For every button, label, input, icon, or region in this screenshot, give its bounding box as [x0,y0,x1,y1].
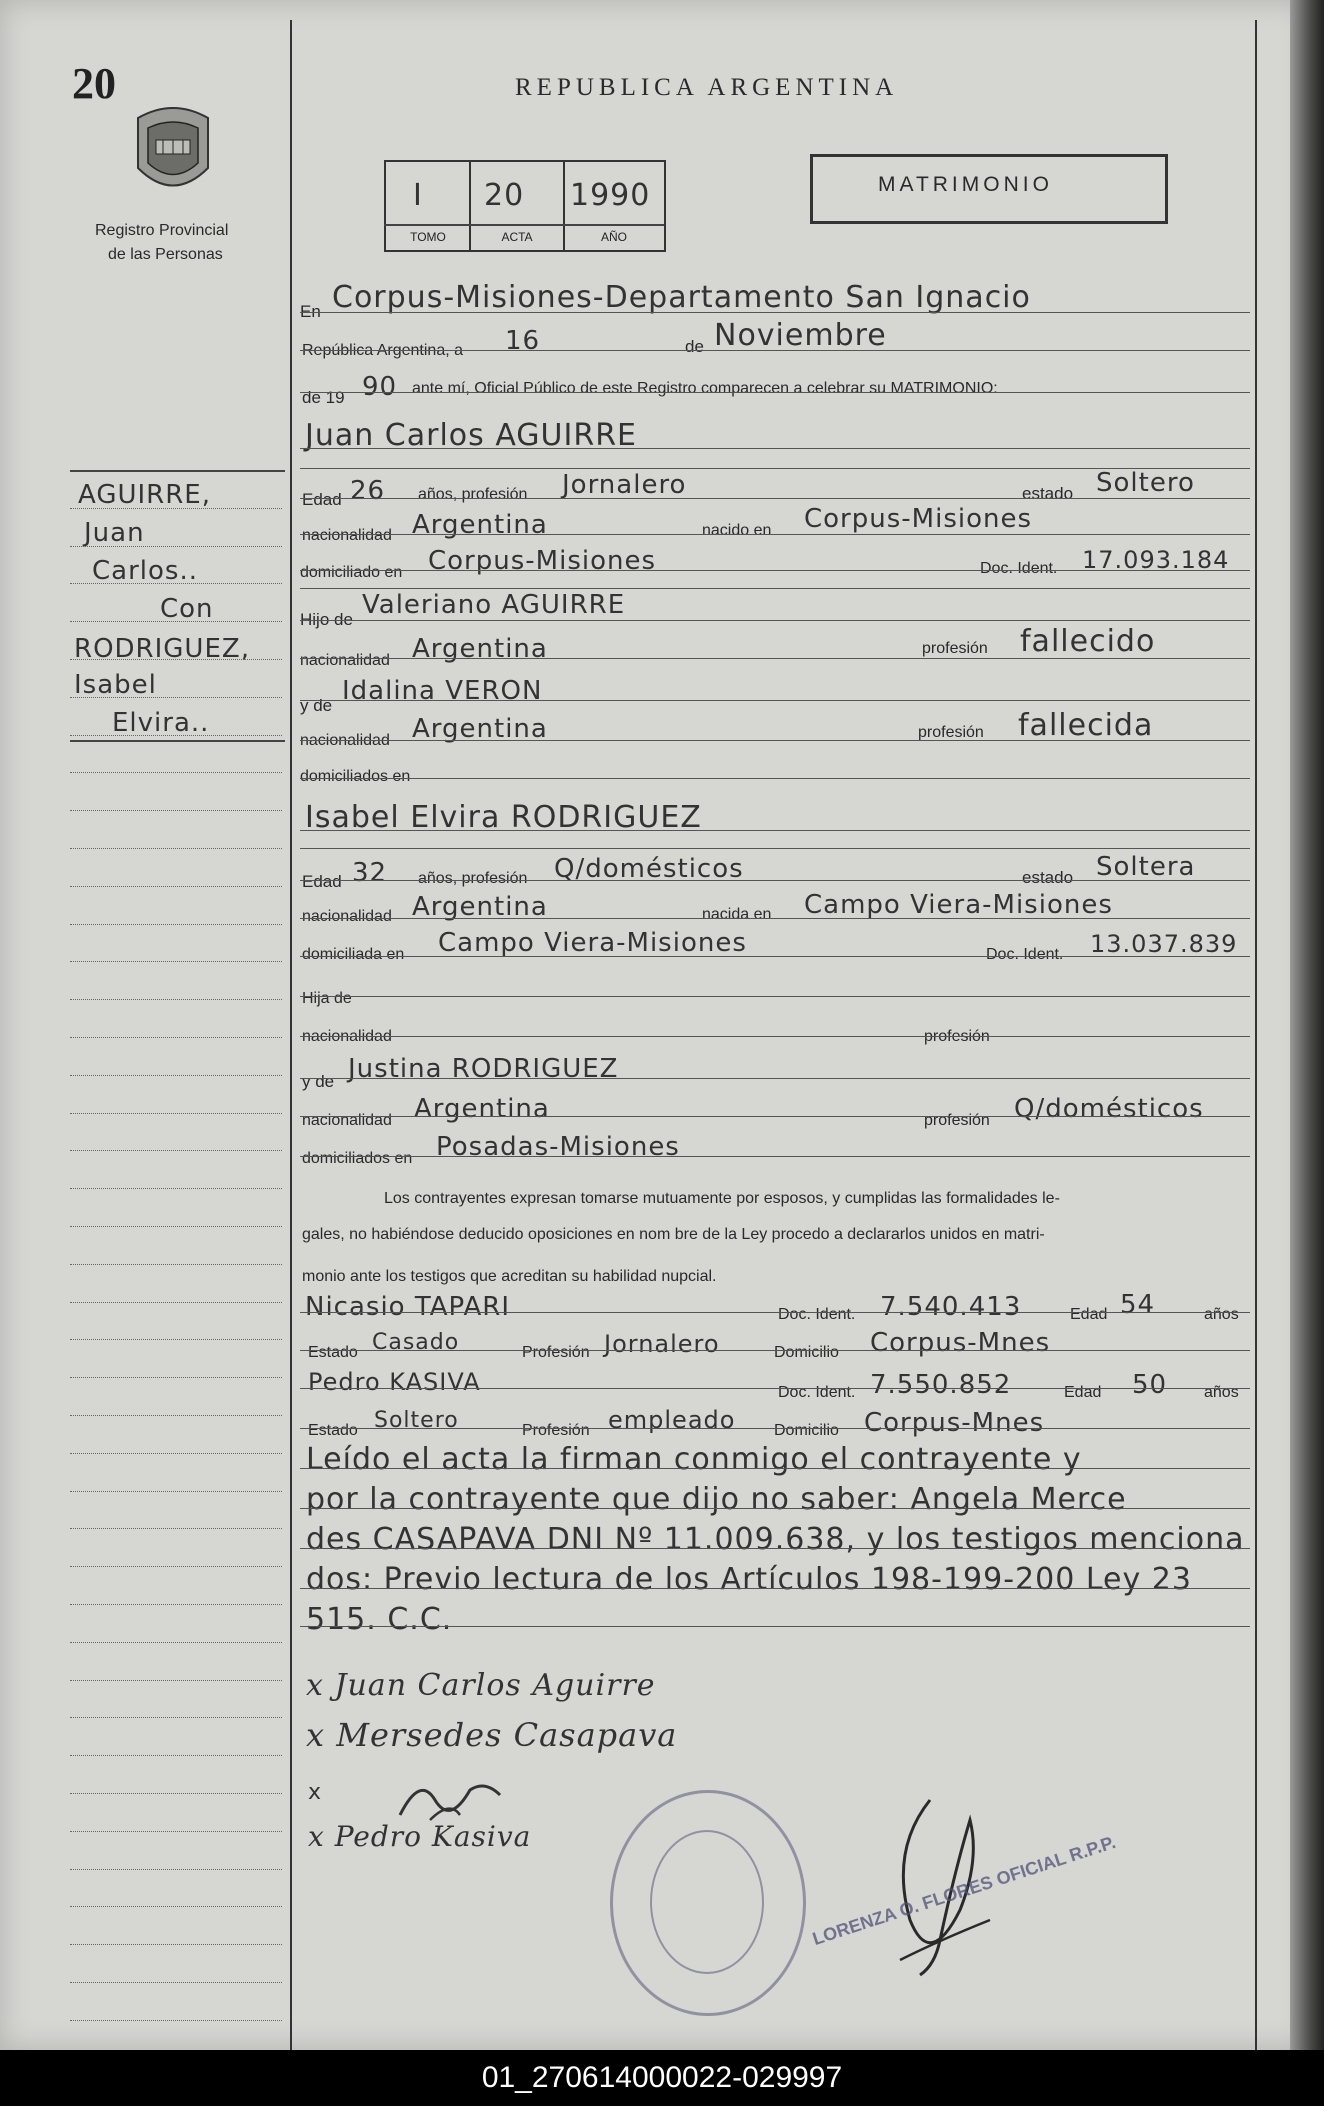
groom-mother-prof-value: fallecida [1018,708,1154,743]
form-ruled-line [300,468,1250,469]
groom-dom-label: domiciliado en [300,564,403,581]
witness1-estado-label: Estado [308,1344,358,1361]
bride-estado-value: Soltera [1096,852,1196,882]
intro-text: ante mí, Oficial Público de este Registro comparecen a celebrar su MATRIMONIO: [412,380,998,397]
margin-ruled-line [70,697,282,698]
footer-id: 01_270614000022-029997 [0,2050,1324,2106]
groom-father-nac-value: Argentina [412,634,548,664]
margin-ruled-line [70,1037,282,1038]
groom-edad-value: 26 [350,476,386,506]
bride-hija-label: Hija de [302,990,352,1007]
groom-doc-label: Doc. Ident. [980,560,1058,577]
bride-mother-nac-value: Argentina [414,1094,550,1124]
margin-note-line-5: RODRIGUEZ, [74,634,250,664]
margin-ruled-line [70,1264,282,1265]
groom-profesion-value: Jornalero [562,470,687,500]
margin-ruled-line [70,508,282,509]
bride-edad-label: Edad [302,872,342,891]
bride-name: Isabel Elvira RODRIGUEZ [305,800,702,835]
margin-ruled-line [70,1982,282,1983]
groom-nacido-label: nacido en [702,522,772,539]
witness2-prof-label: Profesión [522,1422,590,1439]
margin-ruled-line [70,848,282,849]
margin-ruled-line [70,621,282,622]
margin-note-line-4: Con [160,594,214,624]
witness1-edad-label: Edad [1070,1306,1108,1323]
groom-dom-value: Corpus-Misiones [428,546,657,576]
form-ruled-line [300,1468,1250,1469]
ano-value: 1990 [570,178,651,213]
margin-ruled-line [70,1717,282,1718]
form-ruled-line [300,880,1250,881]
page-number: 20 [72,59,116,108]
form-ruled-line [300,658,1250,659]
groom-mother-prof-label: profesión [918,724,984,741]
left-column-divider [290,20,292,2050]
groom-father-nac-label: nacionalidad [300,652,390,669]
margin-ruled-line [70,999,282,1000]
witness2-anos-label: años [1204,1384,1239,1401]
witness2-prof-value: empleado [608,1406,736,1434]
groom-parents-dom-label: domiciliados en [300,768,411,785]
margin-ruled-line [70,1528,282,1529]
declaration-line-1: Los contrayentes expresan tomarse mutuamente por esposos, y cumplidas las formalidades le- [384,1190,1060,1207]
groom-nacido-value: Corpus-Misiones [804,504,1033,534]
witness1-dom-value: Corpus-Mnes [870,1328,1051,1358]
witness1-doc-value: 7.540.413 [880,1292,1022,1322]
margin-ruled-line [70,1302,282,1303]
form-ruled-line [300,1428,1250,1429]
witness1-prof-value: Jornalero [604,1330,720,1358]
margin-ruled-line [70,1075,282,1076]
witness2-edad-value: 50 [1132,1370,1168,1400]
form-ruled-line [300,956,1250,957]
bride-mother-prof-label: profesión [924,1112,990,1129]
bride-doc-label: Doc. Ident. [986,946,1064,963]
bride-father-nac-label: nacionalidad [302,1028,392,1045]
signature-bride-proxy: x Mersedes Casapava [306,1716,678,1754]
ano-label: AÑO [600,230,627,244]
margin-ruled-line [70,1491,282,1492]
margin-ruled-line [70,1755,282,1756]
registry-line2: de las Personas [108,246,223,263]
margin-ruled-line [70,1226,282,1227]
margin-ruled-line [70,961,282,962]
groom-mother-nac-value: Argentina [412,714,548,744]
margin-note-line-2: Juan [84,518,145,548]
witness1-prof-label: Profesión [522,1344,590,1361]
witness2-dom-label: Domicilio [774,1422,839,1439]
groom-mother-label: y de [300,696,333,715]
acta-label: ACTA [501,230,533,244]
margin-ruled-line [70,772,282,773]
margin-note-line-6: Isabel [74,670,157,700]
margin-ruled-line [70,1831,282,1832]
bride-edad-value: 32 [352,858,388,888]
bride-father-prof-label: profesión [924,1028,990,1045]
margin-ruled-line [70,1642,282,1643]
form-ruled-line [300,996,1250,997]
groom-nac-value: Argentina [412,510,548,540]
margin-ruled-line [70,583,282,584]
form-ruled-line [300,1388,1250,1389]
margin-ruled-line [70,1566,282,1567]
de19-label: de 19 [302,388,345,407]
margin-ruled-line [70,1150,282,1151]
groom-estado-value: Soltero [1096,468,1195,498]
margin-ruled-line [70,1188,282,1189]
witness1-anos-label: años [1204,1306,1239,1323]
groom-mother-nac-label: nacionalidad [300,732,390,749]
groom-hijo-label: Hijo de [300,610,353,629]
form-ruled-line [300,830,1250,831]
de-label: de [685,337,704,356]
country-title: REPUBLICA ARGENTINA [515,74,899,101]
declaration-line-3: monio ante los testigos que acreditan su habilidad nupcial. [302,1268,717,1285]
record-box-label-line [384,224,664,226]
margin-ruled-line [70,1377,282,1378]
margin-ruled-line [70,546,282,547]
bride-nacida-value: Campo Viera-Misiones [804,890,1113,920]
bride-nacida-label: nacida en [702,906,772,923]
margin-ruled-line [70,810,282,811]
margin-separator-line [70,740,285,742]
margin-ruled-line [70,659,282,660]
registry-line1: Registro Provincial [95,222,229,239]
tomo-label: TOMO [410,230,446,244]
groom-name: Juan Carlos AGUIRRE [305,418,638,453]
form-ruled-line [300,1036,1250,1037]
witness2-estado-label: Estado [308,1422,358,1439]
groom-father-prof-value: fallecido [1020,624,1156,659]
tomo-value: I [413,178,423,213]
signature-witness2: x Pedro Kasiva [308,1820,532,1853]
margin-ruled-line [70,1415,282,1416]
form-ruled-line [300,350,1250,351]
place-value: Corpus-Misiones-Departamento San Ignacio [332,280,1031,315]
witness1-name: Nicasio TAPARI [305,1292,511,1322]
margin-ruled-line [70,735,282,736]
note-line-5: 515. C.C. [306,1602,453,1637]
form-ruled-line [300,1548,1250,1549]
bride-nac-value: Argentina [412,892,548,922]
margin-note-line-1: AGUIRRE, [78,480,211,510]
margin-ruled-line [70,1339,282,1340]
book-spine [1290,0,1324,2050]
groom-father-name: Valeriano AGUIRRE [362,590,626,620]
form-ruled-line [300,700,1250,701]
margin-ruled-line [70,1793,282,1794]
bride-estado-label: estado [1022,868,1074,887]
republica-label: República Argentina, a [302,342,463,359]
bride-mother-label: y de [302,1072,335,1091]
form-ruled-line [300,620,1250,621]
margin-note-line-7: Elvira.. [112,708,210,738]
bride-dom-label: domiciliada en [302,946,405,963]
year-value: 90 [362,372,398,402]
margin-ruled-line [70,1604,282,1605]
right-margin-line [1255,20,1257,2050]
groom-edad-label: Edad [302,490,342,509]
bride-nac-label: nacionalidad [302,908,392,925]
form-ruled-line [300,392,1250,393]
bride-doc-value: 13.037.839 [1090,930,1238,958]
margin-note-line-3: Carlos.. [92,556,198,586]
form-ruled-line [300,1508,1250,1509]
official-stamp-text: LORENZA O. FLORES OFICIAL R.P.P. [810,1831,1119,1950]
bride-parents-dom-label: domiciliados en [302,1150,413,1167]
signature-witness1: x [308,1780,323,1805]
form-ruled-line [300,1156,1250,1157]
bride-profesion-value: Q/domésticos [554,854,744,884]
witness2-name: Pedro KASIVA [308,1368,481,1396]
form-ruled-line [300,448,1250,449]
acta-value: 20 [484,178,525,213]
form-ruled-line [300,740,1250,741]
signature-groom: x Juan Carlos Aguirre [306,1668,656,1703]
bride-dom-value: Campo Viera-Misiones [438,928,747,958]
margin-ruled-line [70,924,282,925]
margin-ruled-line [70,886,282,887]
groom-father-prof-label: profesión [922,640,988,657]
note-line-4: dos: Previo lectura de los Artículos 198-199-200 Ley 23 [306,1562,1192,1597]
witness2-edad-label: Edad [1064,1384,1102,1401]
margin-ruled-line [70,1113,282,1114]
witness2-doc-value: 7.550.852 [870,1370,1012,1400]
witness1-signature-scribble-icon [390,1770,520,1830]
provincial-seal-icon [128,98,218,208]
margin-separator-line [70,470,285,472]
form-ruled-line [300,778,1250,779]
form-ruled-line [300,588,1250,589]
groom-nac-label: nacionalidad [302,527,392,544]
type-title: MATRIMONIO [878,173,1053,196]
witness1-dom-label: Domicilio [774,1344,839,1361]
note-line-2: por la contrayente que dijo no saber: Angela Merce [306,1482,1127,1517]
form-ruled-line [300,848,1250,849]
witness1-edad-value: 54 [1120,1290,1156,1320]
form-ruled-line [300,1116,1250,1117]
bride-parents-dom-value: Posadas-Misiones [436,1132,680,1162]
witness1-estado-value: Casado [372,1330,460,1355]
margin-ruled-line [70,1906,282,1907]
witness2-doc-label: Doc. Ident. [778,1384,856,1401]
form-ruled-line [300,570,1250,571]
form-ruled-line [300,1078,1250,1079]
form-ruled-line [300,498,1250,499]
groom-mother-name: Idalina VERON [342,676,543,706]
groom-doc-value: 17.093.184 [1082,546,1230,574]
margin-ruled-line [70,1944,282,1945]
witness2-dom-value: Corpus-Mnes [864,1408,1045,1438]
form-ruled-line [300,1312,1250,1313]
registry-stamp-inner [650,1830,764,1974]
form-ruled-line [300,1588,1250,1589]
groom-estado-label: estado [1022,484,1074,503]
day-value: 16 [505,326,541,356]
margin-ruled-line [70,1453,282,1454]
bride-mother-prof-value: Q/domésticos [1014,1094,1204,1124]
note-line-1: Leído el acta la firman conmigo el contrayente y [306,1442,1082,1477]
form-ruled-line [300,1626,1250,1627]
form-ruled-line [300,918,1250,919]
form-ruled-line [300,1350,1250,1351]
bride-mother-nac-label: nacionalidad [302,1112,392,1129]
groom-profesion-label: años, profesión [418,486,528,503]
form-ruled-line [300,312,1250,313]
bride-profesion-label: años, profesión [418,870,528,887]
margin-ruled-line [70,1869,282,1870]
en-label: En [300,302,321,321]
bride-mother-name: Justina RODRIGUEZ [348,1054,619,1084]
margin-ruled-line [70,2020,282,2021]
form-ruled-line [300,534,1250,535]
note-line-3: des CASAPAVA DNI Nº 11.009.638, y los testigos menciona [306,1522,1245,1557]
witness2-estado-value: Soltero [374,1408,459,1433]
margin-ruled-line [70,1680,282,1681]
month-value: Noviembre [714,318,887,353]
declaration-line-2: gales, no habiéndose deducido oposiciones en nom bre de la Ley procedo a declararlos unidos en matri- [302,1226,1045,1243]
witness1-doc-label: Doc. Ident. [778,1306,856,1323]
